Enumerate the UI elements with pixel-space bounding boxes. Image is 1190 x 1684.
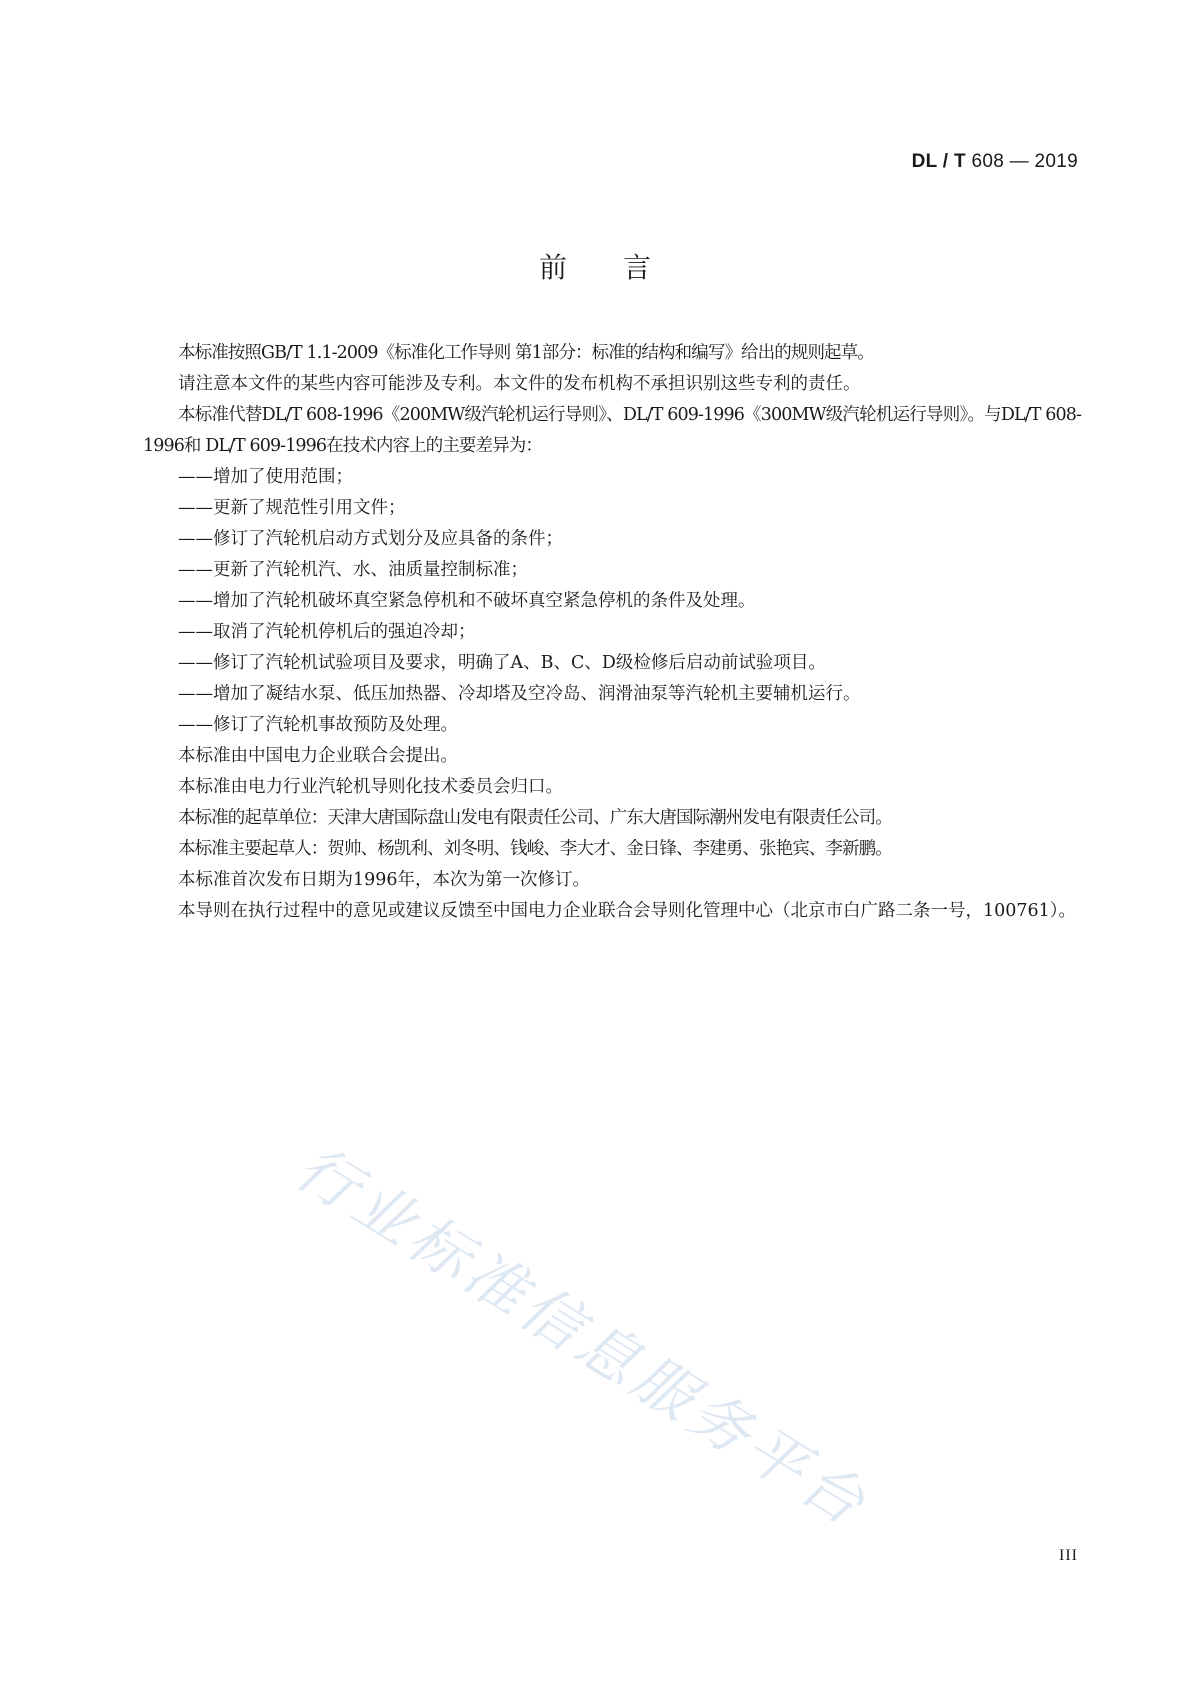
standard-code: DL / T xyxy=(911,151,966,172)
change-item: ——更新了规范性引用文件； xyxy=(178,498,406,518)
paragraph-drafting-rules: 本标准按照GB/T 1.1-2009《标准化工作导则 第1部分：标准的结构和编写》给出的规则起草。 xyxy=(178,343,874,363)
change-item: ——修订了汽轮机试验项目及要求，明确了A、B、C、D级检修后启动前试验项目。 xyxy=(178,653,826,673)
change-item: ——更新了汽轮机汽、水、油质量控制标准； xyxy=(178,560,528,580)
paragraph-drafters: 本标准主要起草人：贺帅、杨凯利、刘冬明、钱峻、李大才、金日锋、李建勇、张艳宾、李新鹏。 xyxy=(178,839,892,859)
watermark: 行业标准信息服务平台 xyxy=(283,1132,881,1542)
change-item: ——增加了汽轮机破坏真空紧急停机和不破坏真空紧急停机的条件及处理。 xyxy=(178,591,756,611)
paragraph-committee: 本标准由电力行业汽轮机导则化技术委员会归口。 xyxy=(178,777,563,797)
change-item: ——修订了汽轮机启动方式划分及应具备的条件； xyxy=(178,529,563,549)
paragraph-proposer: 本标准由中国电力企业联合会提出。 xyxy=(178,746,458,766)
foreword-body xyxy=(143,338,1081,927)
change-item: ——增加了使用范围； xyxy=(178,467,353,487)
page-title: 前言 xyxy=(538,251,707,284)
paragraph-first-release: 本标准首次发布日期为1996年，本次为第一次修订。 xyxy=(178,870,591,890)
paragraph-drafting-units: 本标准的起草单位：天津大唐国际盘山发电有限责任公司、广东大唐国际潮州发电有限责任公司。 xyxy=(178,808,892,828)
standard-code-header xyxy=(912,151,1078,173)
standard-number: 608 — 2019 xyxy=(971,151,1078,172)
paragraph-feedback: 本导则在执行过程中的意见或建议反馈至中国电力企业联合会导则化管理中心（北京市白广路二条一号，100761）。 xyxy=(178,901,1077,921)
change-item: ——取消了汽轮机停机后的强迫冷却； xyxy=(178,622,476,642)
paragraph-replacement: 本标准代替DL/T 608-1996《200MW级汽轮机运行导则》、DL/T 609-1996《300MW级汽轮机运行导则》。与DL/T 608-1996和 DL/T 609-1996在技术内容上的主要差异为： xyxy=(143,405,1081,456)
change-item: ——修订了汽轮机事故预防及处理。 xyxy=(178,715,458,735)
change-item: ——增加了凝结水泵、低压加热器、冷却塔及空冷岛、润滑油泵等汽轮机主要辅机运行。 xyxy=(178,684,861,704)
paragraph-patent-notice: 请注意本文件的某些内容可能涉及专利。本文件的发布机构不承担识别这些专利的责任。 xyxy=(178,374,861,394)
page-number: III xyxy=(1059,1547,1078,1564)
